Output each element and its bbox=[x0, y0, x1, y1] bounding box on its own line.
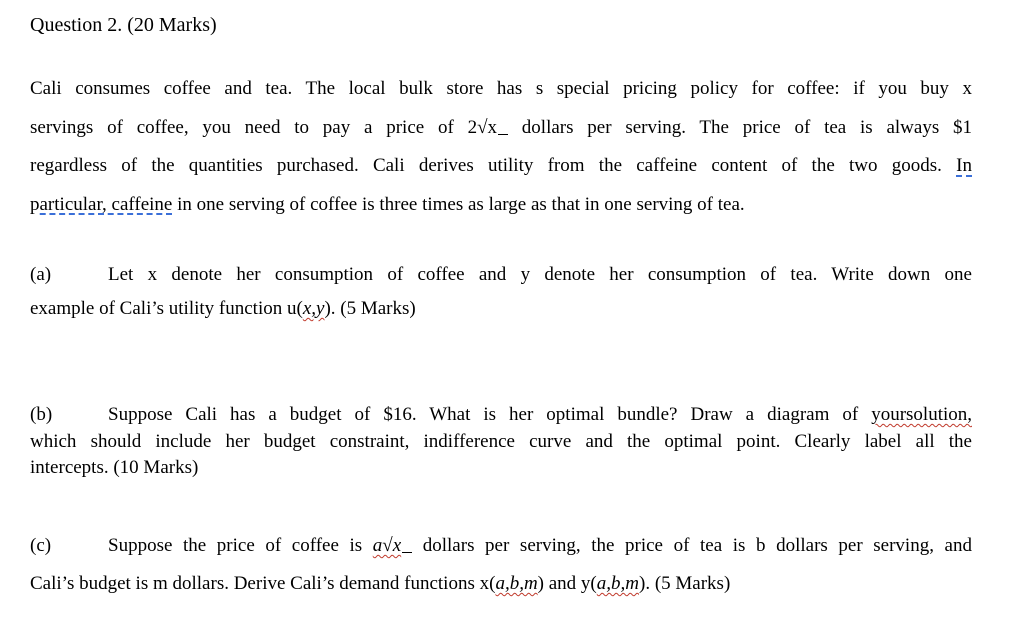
spell-flag-a-sqrt-x[interactable]: a√x bbox=[373, 535, 412, 556]
part-c-line-2-mid: ) and y( bbox=[537, 573, 597, 594]
part-c-line-1 bbox=[30, 527, 972, 565]
part-b-label: (b) bbox=[30, 404, 53, 425]
question-heading: Question 2. (20 Marks) bbox=[30, 14, 217, 36]
grammar-flag-in[interactable]: In bbox=[956, 155, 972, 176]
part-a-line-1 bbox=[30, 258, 972, 292]
part-c-line-1-pre: Suppose the price of coffee is bbox=[108, 535, 373, 556]
spell-flag-abm-1[interactable]: a,b,m bbox=[495, 573, 538, 594]
intro-line-3-pre: regardless of the quantities purchased. Cali derives utility from the caffeine content of the two goods. bbox=[30, 155, 957, 176]
part-b-line-1 bbox=[30, 402, 972, 429]
part-a-label: (a) bbox=[30, 264, 52, 285]
intro-line-4-post: in one serving of coffee is three times as large as that in one serving of tea. bbox=[172, 193, 745, 215]
part-c-line-2 bbox=[30, 565, 972, 603]
part-b-line-2: which should include her budget constraint, indifference curve and the optimal point. Clearly label all the bbox=[30, 430, 972, 452]
part-a-paragraph bbox=[30, 258, 972, 326]
intro-line-2-post: dollars per serving. The price of tea is always $1 bbox=[508, 116, 972, 138]
spell-flag-abm-2[interactable]: a,b,m bbox=[596, 573, 639, 594]
part-c-line-2-post: ). (5 Marks) bbox=[639, 573, 731, 594]
part-b-line-1-pre: Suppose Cali has a budget of $16. What is her optimal bundle? Draw a diagram of bbox=[108, 404, 872, 425]
part-b-line-3: intercepts. (10 Marks) bbox=[30, 457, 199, 478]
intro-line-2 bbox=[30, 109, 972, 148]
part-c-paragraph bbox=[30, 527, 972, 603]
part-b-paragraph bbox=[30, 402, 972, 482]
part-a-line-2-post: ). (5 Marks) bbox=[324, 298, 416, 319]
intro-line-1: Cali consumes coffee and tea. The local bulk store has s special pricing policy for coffee: if you buy x bbox=[30, 78, 972, 99]
part-a-line-1-text: Let x denote her consumption of coffee and y denote her consumption of tea. Write down one bbox=[108, 264, 972, 285]
sqrt-x-expression: √x bbox=[477, 109, 508, 148]
spell-flag-yoursolution[interactable]: yoursolution, bbox=[871, 404, 972, 425]
part-c-label: (c) bbox=[30, 535, 52, 556]
intro-line-4 bbox=[30, 186, 972, 225]
intro-line-3 bbox=[30, 147, 972, 186]
grammar-flag-particular-caffeine[interactable]: particular, caffeine bbox=[30, 193, 173, 215]
intro-paragraph bbox=[30, 70, 972, 224]
part-a-line-2 bbox=[30, 292, 972, 326]
intro-line-2-pre: servings of coffee, you need to pay a price of 2 bbox=[30, 116, 478, 138]
part-c-line-1-post: dollars per serving, the price of tea is b dollars per serving, and bbox=[412, 535, 972, 556]
spell-flag-xy[interactable]: x,y bbox=[302, 298, 325, 319]
part-c-line-2-pre: Cali’s budget is m dollars. Derive Cali’s demand functions x( bbox=[30, 573, 496, 594]
part-a-line-2-pre: example of Cali’s utility function u( bbox=[30, 298, 303, 319]
